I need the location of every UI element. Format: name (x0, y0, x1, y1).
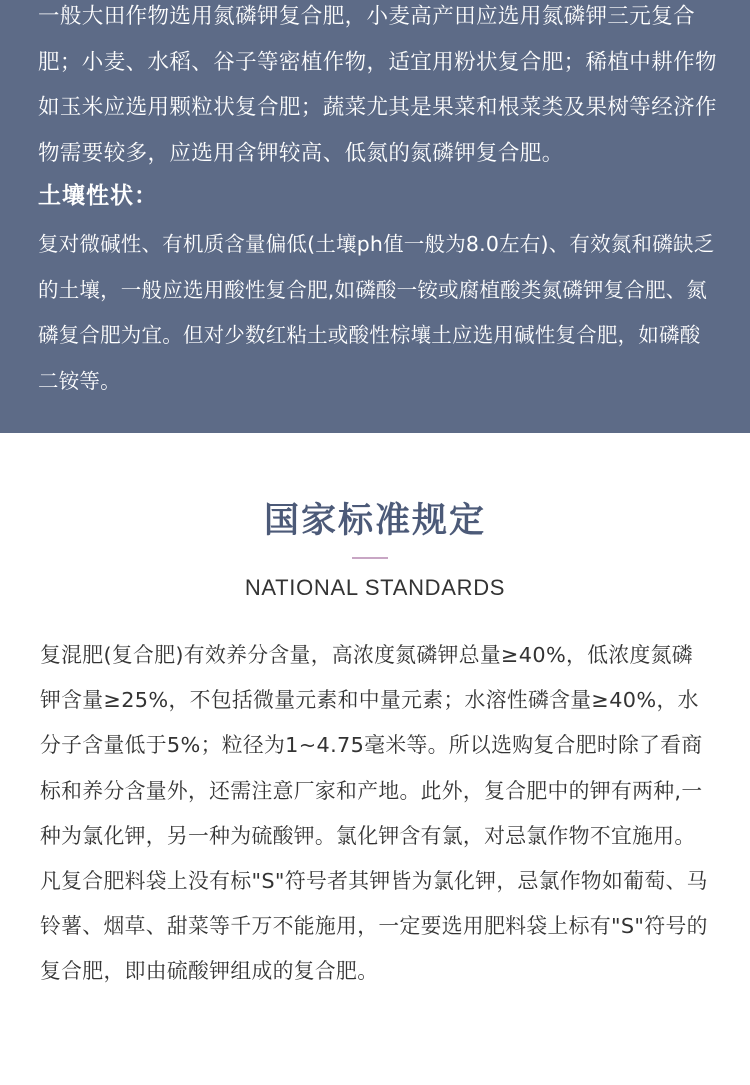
national-standards-title: 国家标准规定 (263, 501, 486, 541)
crop-fertilizer-paragraph: 一般大田作物选用氮磷钾复合肥，小麦高产田应选用氮磷钾三元复合肥；小麦、水稻、谷子等密植作物，适宜用粉状复合肥；稀植中耕作物如玉米应选用颗粒状复合肥；蔬菜尤其是果菜和根菜类及果树等经济作物需要较多，应选用含钾较高、低氮的氮磷钾复合肥。 (38, 4, 717, 166)
national-standards-subtitle: NATIONAL STANDARDS (244, 575, 506, 600)
fertilizer-selection-panel (0, 0, 750, 433)
soil-properties-heading: 土壤性状： (38, 183, 158, 209)
soil-properties-paragraph: 复对微碱性、有机质含量偏低(土壤ph值一般为8.0左右)、有效氮和磷缺乏的土壤，一般应选用酸性复合肥,如磷酸一铵或腐植酸类氮磷钾复合肥、氮磷复合肥为宜。但对少数红粘土或酸性棕壤土应选用碱性复合肥，如磷酸二铵等。 (38, 232, 715, 393)
title-divider (352, 557, 388, 559)
national-standards-paragraph: 复混肥(复合肥)有效养分含量，高浓度氮磷钾总量≥40%，低浓度氮磷钾含量≥25%，不包括微量元素和中量元素；水溶性磷含量≥40%，水分子含量低于5%；粒径为1~4.75毫米等。所以选购复合肥时除了看商标和养分含量外，还需注意厂家和产地。此外，复合肥中的钾有两种,一种为氯化钾，另一种为硫酸钾。氯化钾含有氯，对忌氯作物不宜施用。凡复合肥料袋上没有标"S"符号者其钾皆为氯化钾，忌氯作物如葡萄、马铃薯、烟草、甜菜等千万不能施用，一定要选用肥料袋上标有"S"符号的复合肥，即由硫酸钾组成的复合肥。 (40, 643, 708, 984)
